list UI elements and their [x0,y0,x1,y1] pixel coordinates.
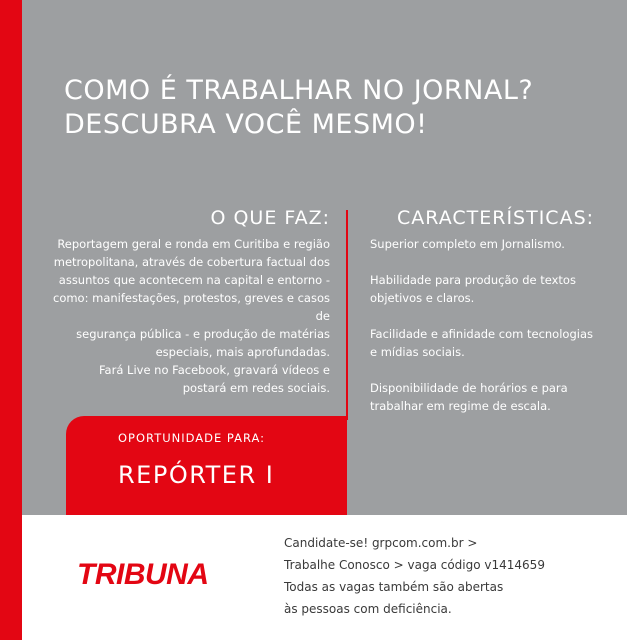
characteristic-line: Disponibilidade de horários e para [370,381,568,395]
what-you-do-line: especiais, mais aprofundadas. [155,345,330,359]
characteristic-item [370,325,610,361]
column-divider [346,210,348,420]
tribuna-logo: TRIBUNA [77,558,209,591]
what-you-do-line: Fará Live no Facebook, gravará vídeos e [99,363,330,377]
what-you-do-line: postará em redes sociais. [182,381,330,395]
what-you-do-line: assuntos que acontecem na capital e entorno - [58,273,330,287]
red-side-bar [0,0,22,640]
characteristics-section [370,207,610,433]
application-line: Candidate-se! grpcom.com.br > [284,536,478,550]
what-you-do-line: metropolitana, através de cobertura factual dos [53,255,330,269]
application-line: Todas as vagas também são abertas [284,580,504,594]
what-you-do-text [40,235,330,397]
what-you-do-title: O QUE FAZ: [210,207,330,229]
characteristics-title: CARACTERÍSTICAS: [397,207,595,229]
what-you-do-line: Reportagem geral e ronda em Curitiba e região [57,237,330,251]
application-line: às pessoas com deficiência. [284,602,452,616]
headline-line-2: DESCUBRA VOCÊ MESMO! [64,109,428,140]
opportunity-box [66,416,347,515]
characteristic-line: Superior completo em Jornalismo. [370,237,565,251]
opportunity-label: OPORTUNIDADE PARA: [118,431,266,445]
headline [64,74,604,142]
application-info [284,532,604,620]
opportunity-role: REPÓRTER I [118,461,275,489]
characteristic-line: trabalhar em regime de escala. [370,399,551,413]
what-you-do-line: segurança pública - e produção de matérias [76,327,330,341]
characteristic-item [370,235,610,253]
characteristic-line: Habilidade para produção de textos [370,273,576,287]
characteristic-item [370,271,610,307]
characteristic-line: e mídias sociais. [370,345,465,359]
characteristic-line: Facilidade e afinidade com tecnologias [370,327,593,341]
headline-line-1: COMO É TRABALHAR NO JORNAL? [64,75,534,106]
what-you-do-line: como: manifestações, protestos, greves e casos de [53,291,330,323]
what-you-do-section [40,207,330,397]
application-line: Trabalhe Conosco > vaga código v1414659 [284,558,545,572]
characteristics-list [370,235,610,415]
characteristic-line: objetivos e claros. [370,291,475,305]
characteristic-item [370,379,610,415]
